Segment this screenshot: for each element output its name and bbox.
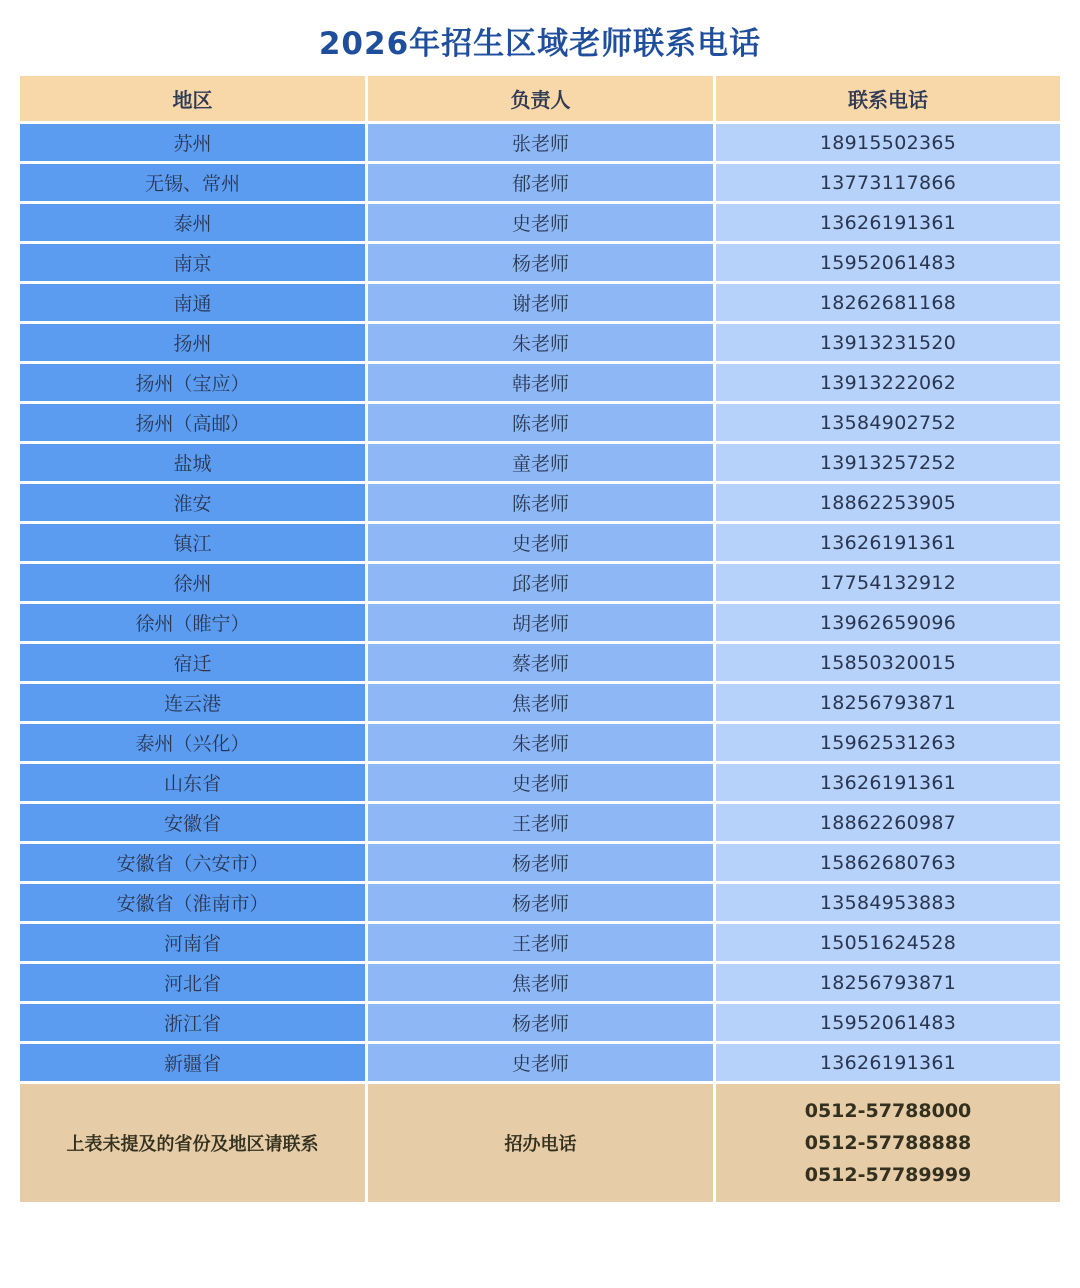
cell-phone: 13913257252 (716, 444, 1060, 481)
cell-region: 盐城 (20, 444, 365, 481)
cell-phone: 13773117866 (716, 164, 1060, 201)
cell-phone: 18256793871 (716, 684, 1060, 721)
cell-region: 南京 (20, 244, 365, 281)
footer-label: 招办电话 (368, 1084, 713, 1202)
cell-phone: 13626191361 (716, 204, 1060, 241)
cell-region: 山东省 (20, 764, 365, 801)
cell-teacher: 杨老师 (368, 1004, 713, 1041)
contact-table (20, 76, 1060, 1202)
cell-region: 浙江省 (20, 1004, 365, 1041)
cell-phone: 13626191361 (716, 1044, 1060, 1081)
footer-phones (716, 1084, 1060, 1202)
cell-phone: 15952061483 (716, 244, 1060, 281)
cell-phone: 18862253905 (716, 484, 1060, 521)
cell-region: 宿迁 (20, 644, 365, 681)
cell-phone: 15850320015 (716, 644, 1060, 681)
cell-phone: 15051624528 (716, 924, 1060, 961)
footer-note: 上表未提及的省份及地区请联系 (20, 1084, 365, 1202)
cell-teacher: 杨老师 (368, 244, 713, 281)
cell-teacher: 杨老师 (368, 884, 713, 921)
cell-phone: 13584902752 (716, 404, 1060, 441)
cell-region: 苏州 (20, 124, 365, 161)
cell-phone: 18915502365 (716, 124, 1060, 161)
cell-teacher: 焦老师 (368, 684, 713, 721)
cell-region: 徐州（睢宁） (20, 604, 365, 641)
cell-teacher: 韩老师 (368, 364, 713, 401)
header-teacher: 负责人 (368, 76, 713, 121)
cell-phone: 18862260987 (716, 804, 1060, 841)
cell-region: 扬州（高邮） (20, 404, 365, 441)
cell-teacher: 陈老师 (368, 484, 713, 521)
cell-teacher: 胡老师 (368, 604, 713, 641)
cell-teacher: 杨老师 (368, 844, 713, 881)
cell-phone: 13626191361 (716, 524, 1060, 561)
cell-phone: 13626191361 (716, 764, 1060, 801)
cell-region: 扬州 (20, 324, 365, 361)
cell-phone: 18256793871 (716, 964, 1060, 1001)
cell-teacher: 王老师 (368, 924, 713, 961)
cell-phone: 15962531263 (716, 724, 1060, 761)
header-phone: 联系电话 (716, 76, 1060, 121)
cell-region: 河北省 (20, 964, 365, 1001)
cell-region: 安徽省 (20, 804, 365, 841)
cell-phone: 15862680763 (716, 844, 1060, 881)
cell-teacher: 陈老师 (368, 404, 713, 441)
cell-region: 泰州（兴化） (20, 724, 365, 761)
cell-teacher: 蔡老师 (368, 644, 713, 681)
cell-teacher: 史老师 (368, 524, 713, 561)
cell-teacher: 焦老师 (368, 964, 713, 1001)
page-title: 2026年招生区域老师联系电话 (318, 26, 762, 62)
footer-phone: 0512-57788000 (804, 1099, 972, 1122)
cell-region: 南通 (20, 284, 365, 321)
cell-region: 扬州（宝应） (20, 364, 365, 401)
cell-region: 泰州 (20, 204, 365, 241)
cell-teacher: 郁老师 (368, 164, 713, 201)
cell-phone: 18262681168 (716, 284, 1060, 321)
cell-region: 河南省 (20, 924, 365, 961)
cell-phone: 13913231520 (716, 324, 1060, 361)
cell-region: 连云港 (20, 684, 365, 721)
cell-phone: 13962659096 (716, 604, 1060, 641)
cell-region: 徐州 (20, 564, 365, 601)
cell-region: 镇江 (20, 524, 365, 561)
cell-region: 淮安 (20, 484, 365, 521)
cell-teacher: 张老师 (368, 124, 713, 161)
cell-region: 新疆省 (20, 1044, 365, 1081)
cell-teacher: 朱老师 (368, 724, 713, 761)
cell-region: 无锡、常州 (20, 164, 365, 201)
cell-region: 安徽省（六安市） (20, 844, 365, 881)
cell-teacher: 童老师 (368, 444, 713, 481)
cell-teacher: 谢老师 (368, 284, 713, 321)
cell-phone: 13913222062 (716, 364, 1060, 401)
cell-teacher: 邱老师 (368, 564, 713, 601)
cell-teacher: 史老师 (368, 204, 713, 241)
cell-phone: 13584953883 (716, 884, 1060, 921)
cell-phone: 17754132912 (716, 564, 1060, 601)
header-region: 地区 (20, 76, 365, 121)
cell-teacher: 史老师 (368, 764, 713, 801)
footer-phone: 0512-57788888 (804, 1131, 972, 1154)
footer-phone: 0512-57789999 (804, 1163, 972, 1186)
cell-region: 安徽省（淮南市） (20, 884, 365, 921)
cell-phone: 15952061483 (716, 1004, 1060, 1041)
cell-teacher: 王老师 (368, 804, 713, 841)
cell-teacher: 朱老师 (368, 324, 713, 361)
cell-teacher: 史老师 (368, 1044, 713, 1081)
